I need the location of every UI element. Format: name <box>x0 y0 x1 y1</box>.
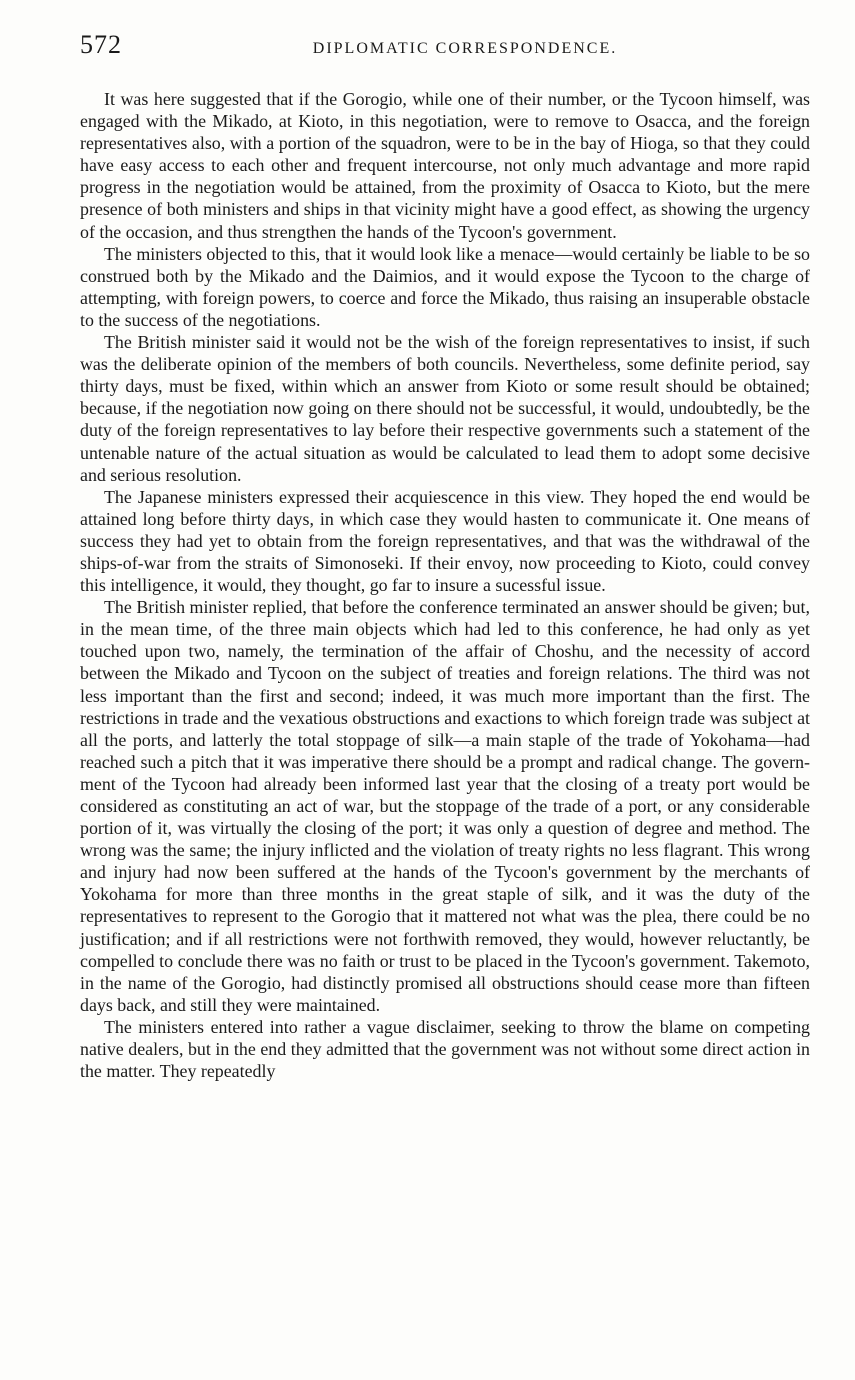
page-header <box>80 30 810 70</box>
paragraph: The ministers entered into rather a vague disclaimer, seeking to throw the blame on competing native dealers, but in the end they admitted that the government was not without some direct action in the matter. They repeatedly <box>80 1016 810 1082</box>
paragraph: The Japanese ministers expressed their acquiescence in this view. They hoped the end would be attained long before thirty days, in which case they would hasten to communicate it. One means of success they had yet to obtain from the foreign representatives, and that was the withdrawal of the ships-of-war from the straits of Simonoseki. If their envoy, now proceeding to Kioto, could convey this intelligence, it would, they thought, go far to insure a sucessful issue. <box>80 486 810 596</box>
paragraph: It was here suggested that if the Gorogio, while one of their number, or the Tycoon himself, was engaged with the Mikado, at Kioto, in this negotiation, were to remove to Osacca, and the foreign representatives also, with a portion of the squadron, were to be in the bay of Hioga, so that they could have easy access to each other and frequent intercourse, not only much advantage and more rapid progress in the negotiation would be attained, from the proximity of Osacca to Kioto, but the mere presence of both ministers and ships in that vicinity might have a good effect, as showing the urgency of the occasion, and thus strengthen the hands of the Tycoon's government. <box>80 89 810 242</box>
body-text <box>80 88 810 1082</box>
paragraph: The British minister said it would not be the wish of the foreign representatives to insist, if such was the deliberate opinion of the members of both councils. Nevertheless, some definite period, say thirty days, must be fixed, within which an answer from Kioto or some result should be obtained; because, if the negotiation now going on there should not be successful, it would, undoubtedly, be the duty of the foreign representatives to lay before their respective governments such a statement of the untenable nature of the actual situation as would be calculated to lead them to adopt some decisive and serious resolution. <box>80 332 810 485</box>
paragraph: The ministers objected to this, that it would look like a menace—would certainly be liable to be so construed both by the Mikado and the Daimios, and it would expose the Tycoon to the charge of attempting, with foreign powers, to coerce and force the Mikado, thus raising an insuperable obstacle to the success of the negotiations. <box>80 243 810 330</box>
running-head: DIPLOMATIC CORRESPONDENCE. <box>312 40 618 57</box>
page-number: 572 <box>80 30 122 59</box>
paragraph: The British minister replied, that before the conference terminated an answer should be given; but, in the mean time, of the three main objects which had led to this conference, he had only as yet touched upon two, namely, the termination of the affair of Choshu, and the necessity of accord between the Mikado and Tycoon on the subject of treaties and foreign relations. The third was not less important than the first and second; indeed, it was much more important than the first. The restrictions in trade and the vexatious obstructions and exactions to which foreign trade was subject at all the ports, and latterly the total stoppage of silk—a main staple of the trade of Yokohama—had reached such a pitch that it was imperative there should be a prompt and radical change. The government of the Tycoon had already been informed last year that the closing of a treaty port would be considered as constituting an act of war, but the stoppage of the trade of a port, or any considerable portion of it, was virtually the closing of the port; it was only a question of degree and method. The wrong was the same; the injury inflicted and the violation of treaty rights no less flagrant. This wrong and injury had now been suffered at the hands of the Tycoon's government by the merchants of Yokohama for more than three months in the great staple of silk, and it was the duty of the representatives to represent to the Gorogio that it mattered not what was the plea, there could be no justification; and if all restrictions were not forthwith removed, they would, however reluctantly, be compelled to conclude there was no faith or trust to be placed in the Tycoon's government. Takemoto, in the name of the Gorogio, had distinctly promised all obstructions should cease more than fifteen days back, and still they were maintained. <box>80 597 810 1015</box>
